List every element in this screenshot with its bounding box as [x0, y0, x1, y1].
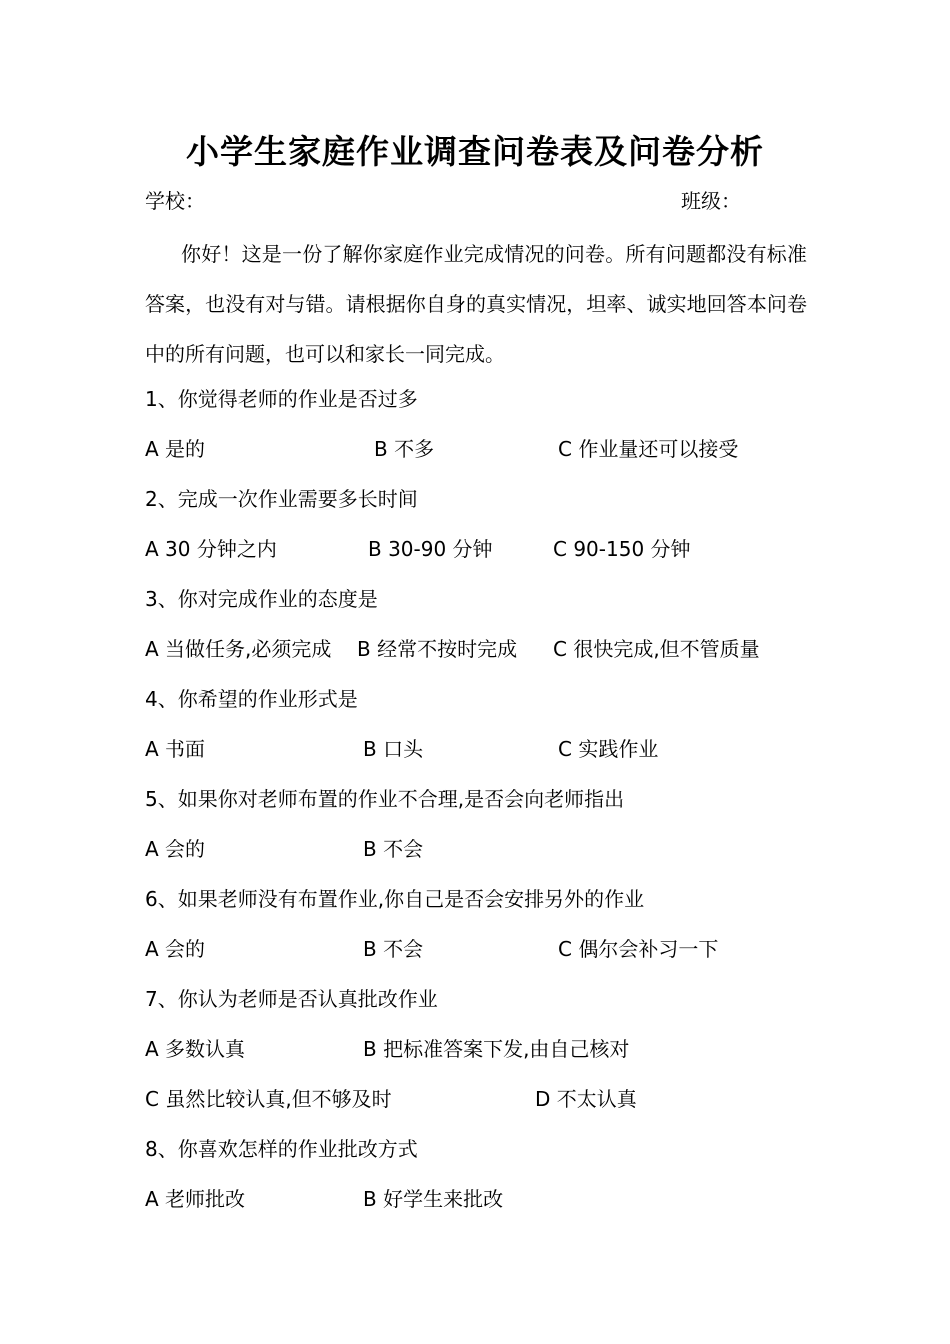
option-c[interactable]: C 作业量还可以接受 [558, 437, 739, 461]
question-6-options [145, 934, 825, 964]
question-5: 5、如果你对老师布置的作业不合理,是否会向老师指出 [145, 787, 625, 811]
option-a[interactable]: A 会的 [145, 937, 206, 961]
option-c[interactable]: C 虽然比较认真,但不够及时 [145, 1087, 392, 1111]
option-d[interactable]: D 不太认真 [535, 1087, 637, 1111]
school-class-row [145, 186, 805, 216]
question-3-options [145, 634, 825, 664]
option-b[interactable]: B 把标准答案下发,由自己核对 [363, 1037, 630, 1061]
question-6: 6、如果老师没有布置作业,你自己是否会安排另外的作业 [145, 887, 645, 911]
option-c[interactable]: C 很快完成,但不管质量 [553, 637, 760, 661]
question-3: 3、你对完成作业的态度是 [145, 587, 378, 611]
option-c[interactable]: C 偶尔会补习一下 [558, 937, 719, 961]
option-a[interactable]: A 30 分钟之内 [145, 537, 277, 561]
option-a[interactable]: A 书面 [145, 737, 206, 761]
document-title: 小学生家庭作业调查问卷表及问卷分析 [186, 132, 764, 171]
option-c[interactable]: C 90-150 分钟 [553, 537, 691, 561]
option-a[interactable]: A 多数认真 [145, 1037, 246, 1061]
question-5-options [145, 834, 825, 864]
question-7: 7、你认为老师是否认真批改作业 [145, 987, 438, 1011]
question-4-options [145, 734, 825, 764]
class-label: 班级： [681, 189, 741, 213]
intro-paragraph: 你好！这是一份了解你家庭作业完成情况的问卷。所有问题都没有标准答案，也没有对与错。请根据你自身的真实情况，坦率、诚实地回答本问卷中的所有问题，也可以和家长一同完成。 [145, 242, 807, 366]
school-label: 学校： [145, 189, 205, 213]
option-a[interactable]: A 会的 [145, 837, 206, 861]
question-7-options-row-2 [145, 1084, 825, 1114]
question-4: 4、你希望的作业形式是 [145, 687, 358, 711]
option-b[interactable]: B 经常不按时完成 [357, 637, 518, 661]
question-1-options [145, 434, 825, 464]
question-8-options [145, 1184, 825, 1214]
option-b[interactable]: B 30-90 分钟 [368, 537, 493, 561]
option-b[interactable]: B 不多 [374, 437, 435, 461]
question-1: 1、你觉得老师的作业是否过多 [145, 387, 418, 411]
question-2-options [145, 534, 825, 564]
question-2: 2、完成一次作业需要多长时间 [145, 487, 418, 511]
option-b[interactable]: B 好学生来批改 [363, 1187, 504, 1211]
option-a[interactable]: A 老师批改 [145, 1187, 246, 1211]
option-b[interactable]: B 不会 [363, 837, 424, 861]
option-c[interactable]: C 实践作业 [558, 737, 659, 761]
option-a[interactable]: A 当做任务,必须完成 [145, 637, 332, 661]
option-b[interactable]: B 不会 [363, 937, 424, 961]
option-a[interactable]: A 是的 [145, 437, 206, 461]
question-8: 8、你喜欢怎样的作业批改方式 [145, 1137, 418, 1161]
question-7-options-row-1 [145, 1034, 825, 1064]
option-b[interactable]: B 口头 [363, 737, 424, 761]
